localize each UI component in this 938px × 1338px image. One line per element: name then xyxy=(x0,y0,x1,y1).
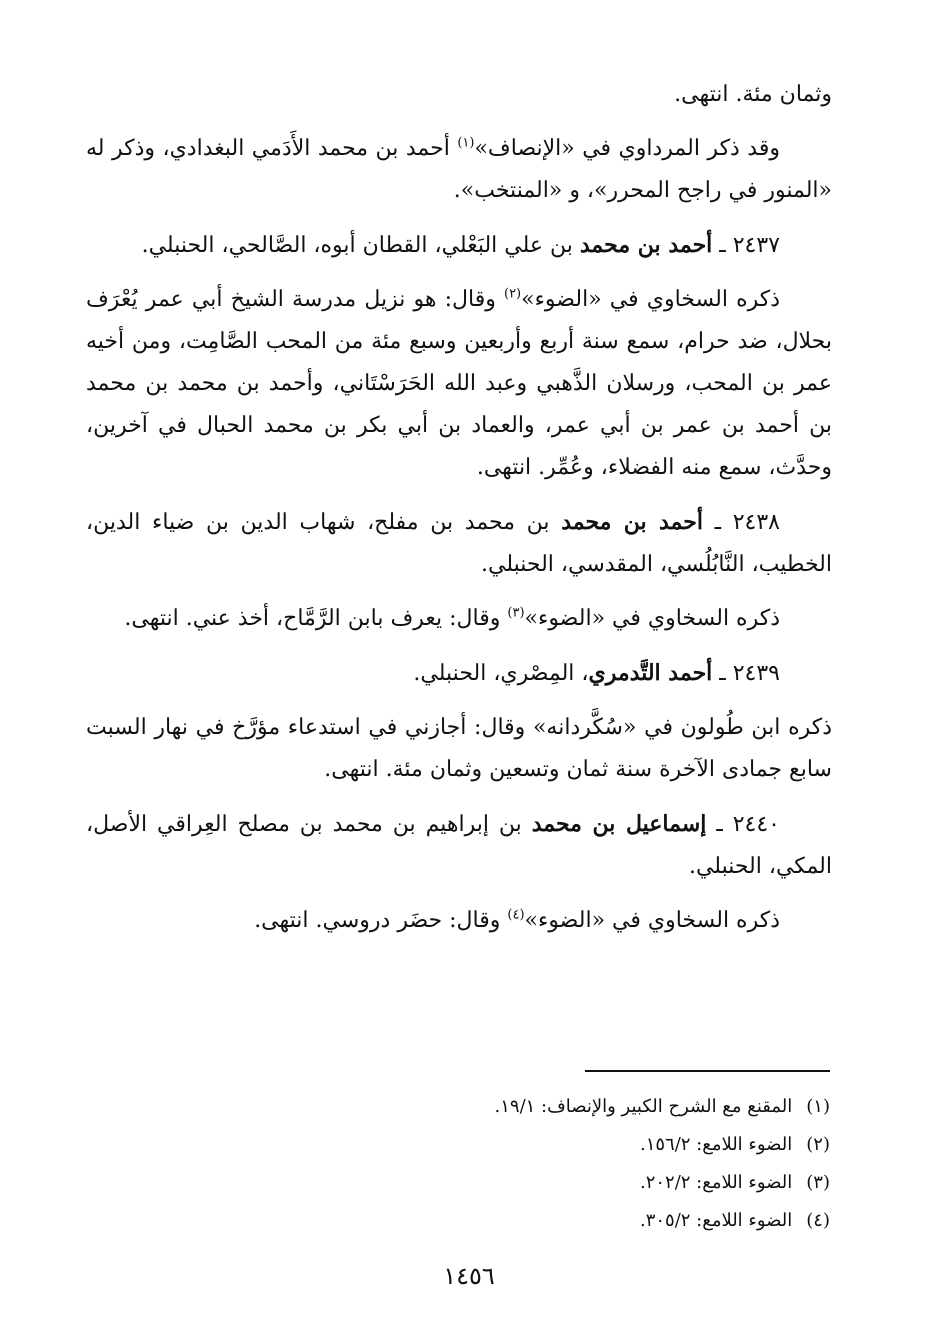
paragraph-2440-source: ذكره السخاوي في «الضوء»$^{(٤)}$ وقال: حضَر دروسي. انتهى. xyxy=(254,907,780,933)
entry-number: ٢٤٣٩ ـ xyxy=(712,661,780,686)
footnotes xyxy=(330,1088,830,1240)
main-text xyxy=(86,74,832,954)
footnote-ref-2: (٢) xyxy=(503,286,522,302)
footnote-mark: (٤) xyxy=(806,1210,830,1231)
footnote-1 xyxy=(330,1088,830,1126)
footnote-ref-4: (٤) xyxy=(507,907,525,923)
entry-number: ٢٤٤٠ ـ xyxy=(706,812,780,837)
footnote-divider xyxy=(585,1070,830,1072)
footnote-ref-3: (٣) xyxy=(507,605,525,621)
footnote-ref-1: (١) xyxy=(457,135,475,151)
entry-name: أحمد بن محمد xyxy=(579,232,713,258)
entry-2438: ٢٤٣٨ ـ أحمد بن محمد بن محمد بن مفلح، شهاب الدين بن ضياء الدين، الخطيب، النَّابُلُسي، المقدسي، الحنبلي. xyxy=(86,509,832,577)
footnote-text: الضوء اللامع: ٣٠٥/٢. xyxy=(639,1210,793,1231)
footnote-2 xyxy=(330,1126,830,1164)
footnote-mark: (٢) xyxy=(806,1134,830,1155)
entry-number: ٢٤٣٨ ـ xyxy=(702,510,780,535)
entry-name: أحمد التَّدمري xyxy=(588,660,713,686)
entry-2440: ٢٤٤٠ ـ إسماعيل بن محمد بن إبراهيم بن محمد بن مصلح العِراقي الأصل، المكي، الحنبلي. xyxy=(86,811,832,879)
footnote-text: المقنع مع الشرح الكبير والإنصاف: ١٩/١. xyxy=(494,1096,793,1117)
footnote-text: الضوء اللامع: ٢٠٢/٢. xyxy=(639,1172,793,1193)
paragraph-mardawi: وقد ذكر المرداوي في «الإنصاف»$^{(١)}$ أحمد بن محمد الأَدَمي البغدادي، وذكر له «المنور في راجح المحرر»، و «المنتخب». xyxy=(86,135,832,203)
footnote-4 xyxy=(330,1202,830,1240)
page-number: ١٤٥٦ xyxy=(443,1262,495,1290)
entry-2439: ٢٤٣٩ ـ أحمد التَّدمري، المِصْري، الحنبلي. xyxy=(413,660,780,686)
entry-number: ٢٤٣٧ ـ xyxy=(712,233,780,258)
entry-name: إسماعيل بن محمد xyxy=(531,811,707,837)
footnote-text: الضوء اللامع: ١٥٦/٢. xyxy=(639,1134,793,1155)
entry-name: أحمد بن محمد xyxy=(561,509,703,535)
footnote-3 xyxy=(330,1164,830,1202)
footnote-mark: (٣) xyxy=(806,1172,830,1193)
paragraph-2438-source: ذكره السخاوي في «الضوء»$^{(٣)}$ وقال: يعرف بابن الرَّمَّاح، أخذ عني. انتهى. xyxy=(124,605,780,631)
paragraph-2437-source: ذكره السخاوي في «الضوء»$^{(٢)}$ وقال: هو نزيل مدرسة الشيخ أبي عمر يُعْرَف بحلال، ضد حرام، سمع سنة أربع وأربعين وسبع مئة من المحب الصَّامِت، ومن أخيه عمر بن المحب، ورسلان الذَّهبي وعبد الله الحَرَسْتَاني، وأحمد بن محمد بن محمد بن أحمد بن عمر بن أبي عمر، والعماد بن أبي بكر بن محمد الحبال في آخرين، وحدَّث، سمع منه الفضلاء، وعُمِّر. انتهى. xyxy=(86,286,832,480)
paragraph-continuation: وثمان مئة. انتهى. xyxy=(674,82,832,107)
paragraph-2439-source: ذكره ابن طُولون في «سُكَّردانه» وقال: أجازني في استدعاء مؤرَّخ في نهار السبت سابع جمادى الآخرة سنة ثمان وتسعين وثمان مئة. انتهى. xyxy=(86,715,832,782)
entry-2437: ٢٤٣٧ ـ أحمد بن محمد بن علي البَعْلي، القطان أبوه، الصَّالحي، الحنبلي. xyxy=(141,232,780,258)
footnote-mark: (١) xyxy=(806,1096,830,1117)
